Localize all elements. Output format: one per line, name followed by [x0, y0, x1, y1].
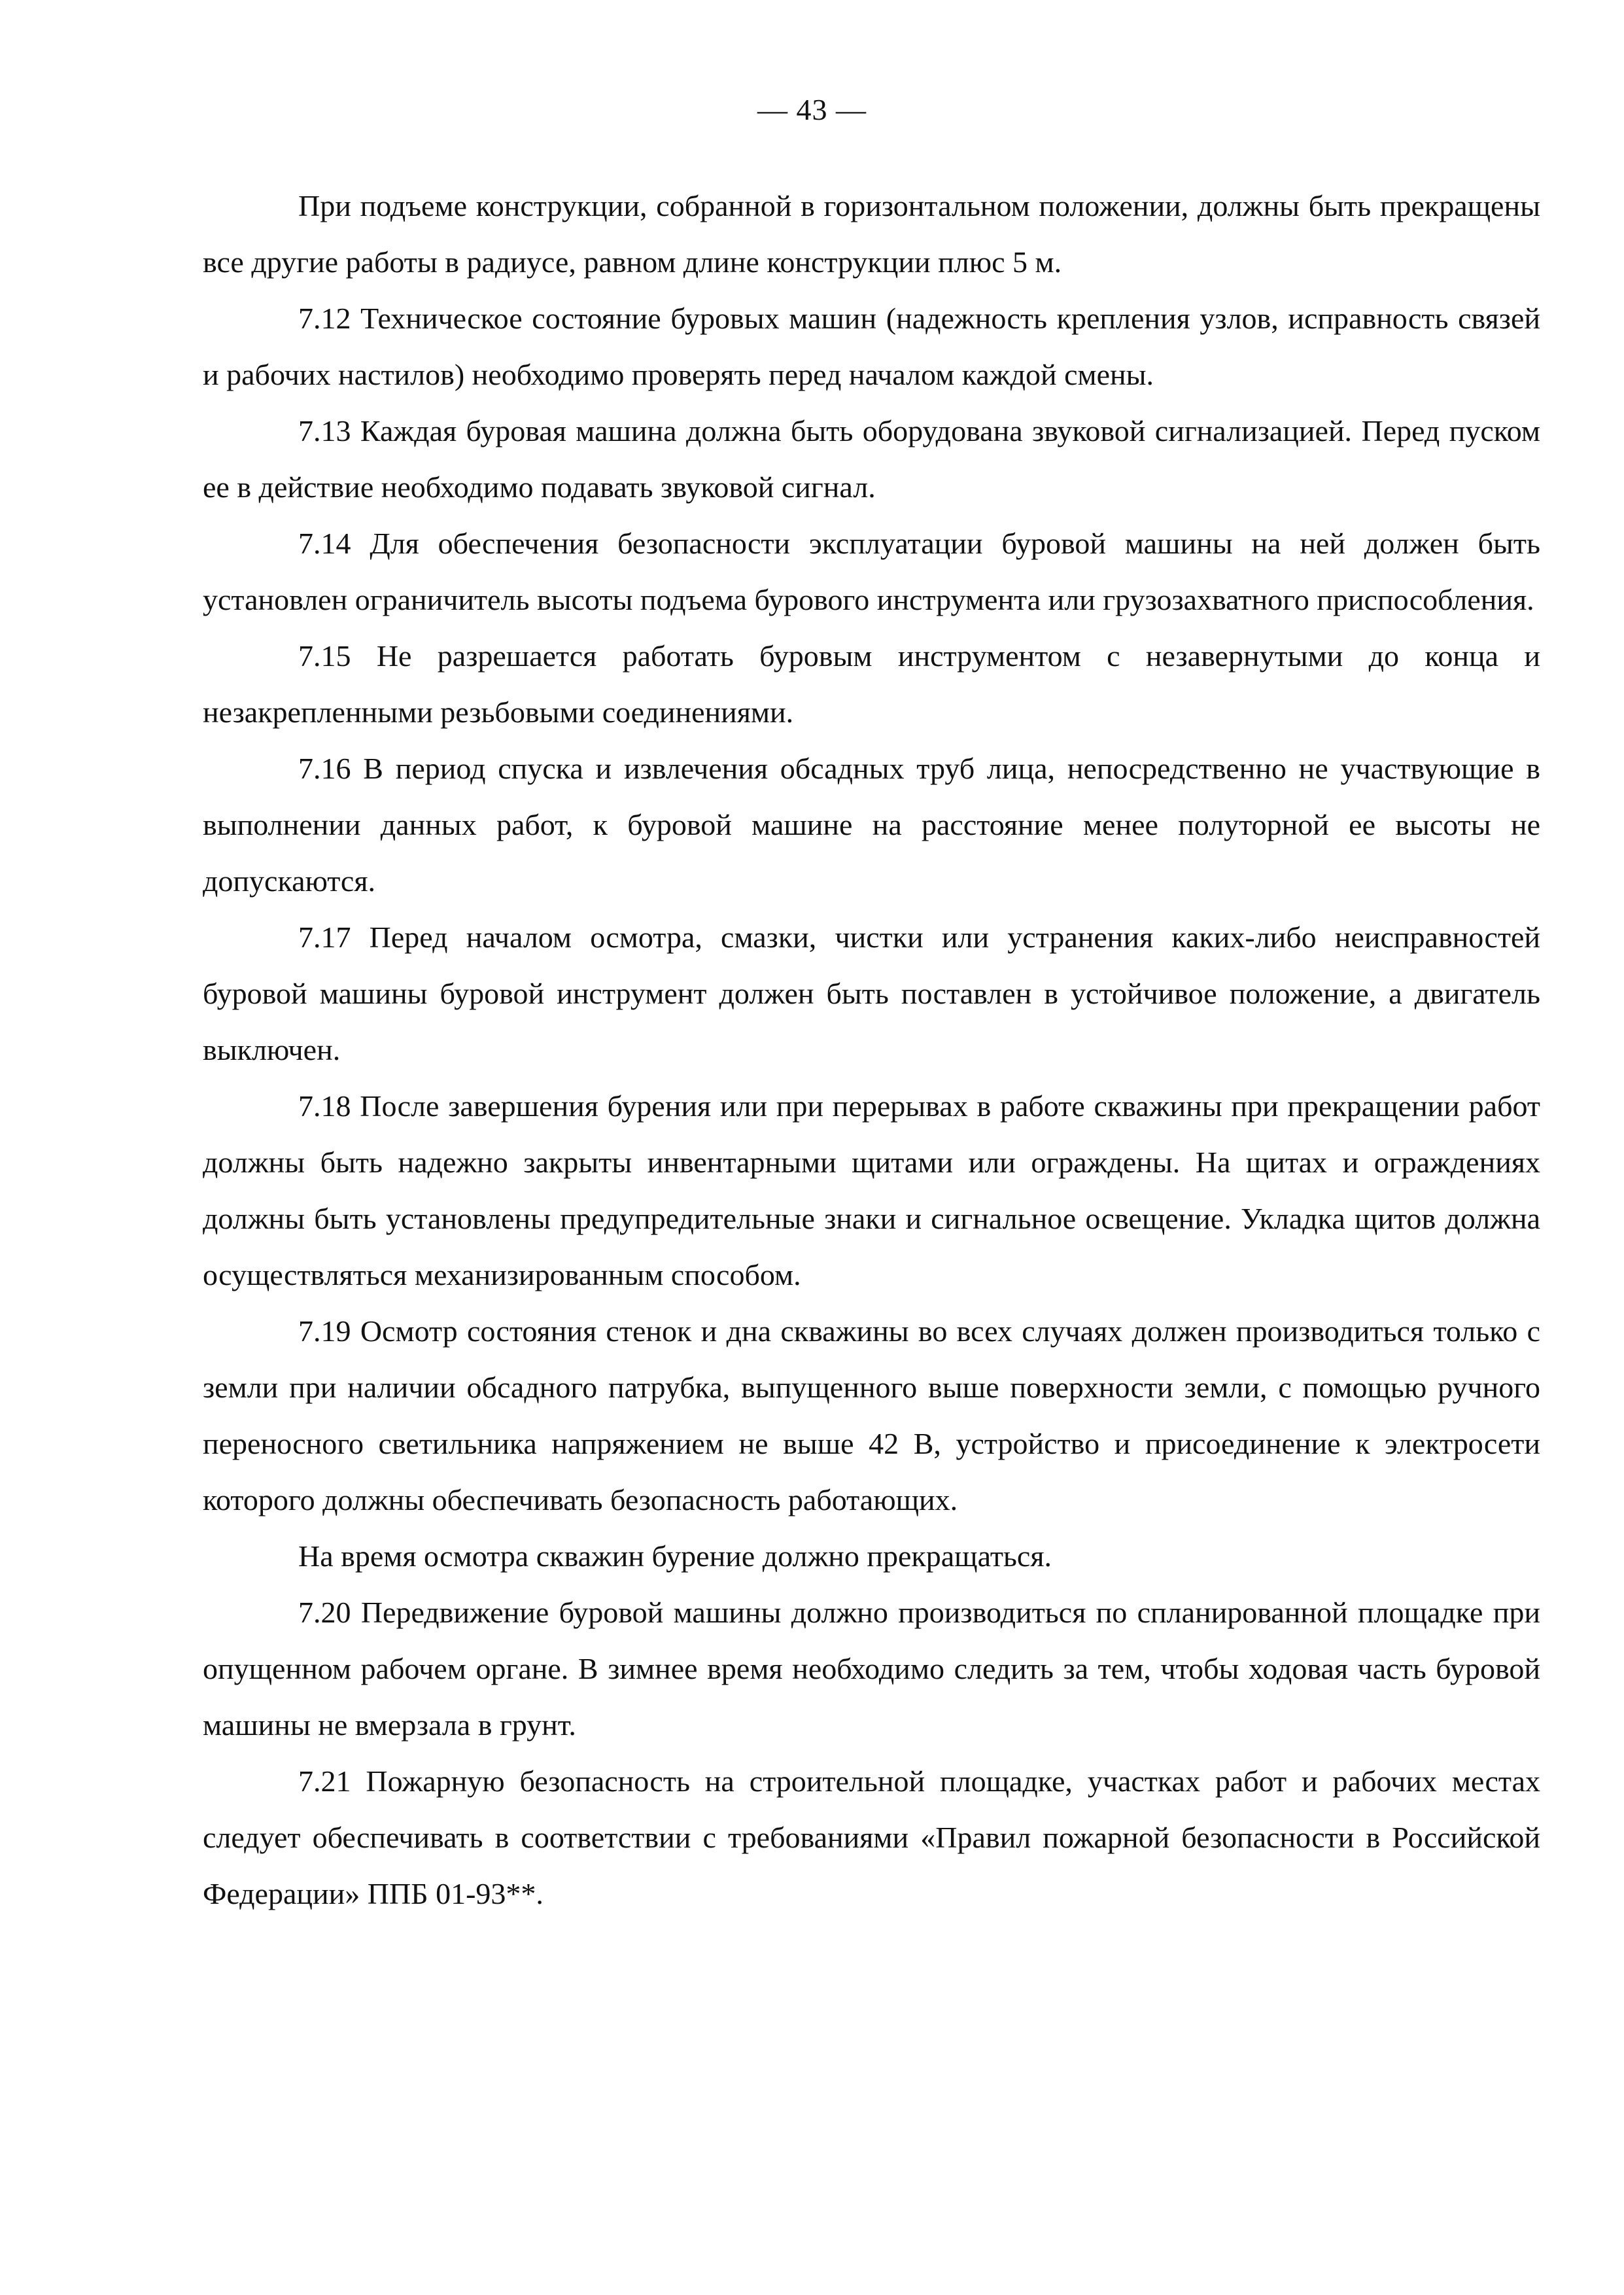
paragraph-intro: При подъеме конструкции, собранной в горизонтальном положении, должны быть прекращены все другие работы в радиусе, равном длине конструкции плюс 5 м.: [203, 189, 1540, 279]
body-text: [203, 178, 1540, 1922]
paragraph-7-13: 7.13 Каждая буровая машина должна быть оборудована звуковой сигнализацией. Перед пуском ее в действие необходимо подавать звуковой сигнал.: [203, 414, 1540, 504]
page-number: — 43 —: [757, 93, 867, 126]
paragraph-7-16: 7.16 В период спуска и извлечения обсадных труб лица, непосредственно не участвующие в выполнении данных работ, к буровой машине на расстояние менее полуторной ее высоты не допускаются.: [203, 752, 1540, 898]
paragraph-7-14: 7.14 Для обеспечения безопасности эксплуатации буровой машины на ней должен быть установлен ограничитель высоты подъема бурового инструмента или грузозахватного приспособления.: [203, 527, 1540, 616]
paragraph-7-19-note: На время осмотра скважин бурение должно прекращаться.: [298, 1539, 1052, 1573]
paragraph-7-20: 7.20 Передвижение буровой машины должно производиться по спланированной площадке при опущенном рабочем органе. В зимнее время необходимо следить за тем, чтобы ходовая часть буровой машины не вмерзала в грунт.: [203, 1596, 1540, 1742]
paragraph-7-18: 7.18 После завершения бурения или при перерывах в работе скважины при прекращении работ должны быть надежно закрыты инвентарными щитами или ограждены. На щитах и ограждениях должны быть установлены предупредительные знаки и сигнальное освещение. Укладка щитов должна осуществляться механизированным способом.: [203, 1089, 1540, 1291]
paragraph-7-12: 7.12 Техническое состояние буровых машин (надежность крепления узлов, исправность связей и рабочих настилов) необходимо проверять перед началом каждой смены.: [203, 302, 1540, 391]
paragraph-7-21: 7.21 Пожарную безопасность на строительной площадке, участках работ и рабочих местах следует обеспечивать в соответствии с требованиями «Правил пожарной безопасности в Российской Федерации» ППБ 01-93**.: [203, 1764, 1540, 1910]
paragraph-7-15: 7.15 Не разрешается работать буровым инструментом с незавернутыми до конца и незакрепленными резьбовыми соединениями.: [203, 639, 1540, 729]
paragraph-7-19: 7.19 Осмотр состояния стенок и дна скважины во всех случаях должен производиться только с земли при наличии обсадного патрубка, выпущенного выше поверхности земли, с помощью ручного переносного светильника напряжением не выше 42 В, устройство и присоединение к электросети которого должны обеспечивать безопасность работающих.: [203, 1314, 1540, 1516]
paragraph-7-17: 7.17 Перед началом осмотра, смазки, чистки или устранения каких-либо неисправностей буровой машины буровой инструмент должен быть поставлен в устойчивое положение, а двигатель выключен.: [203, 920, 1540, 1066]
